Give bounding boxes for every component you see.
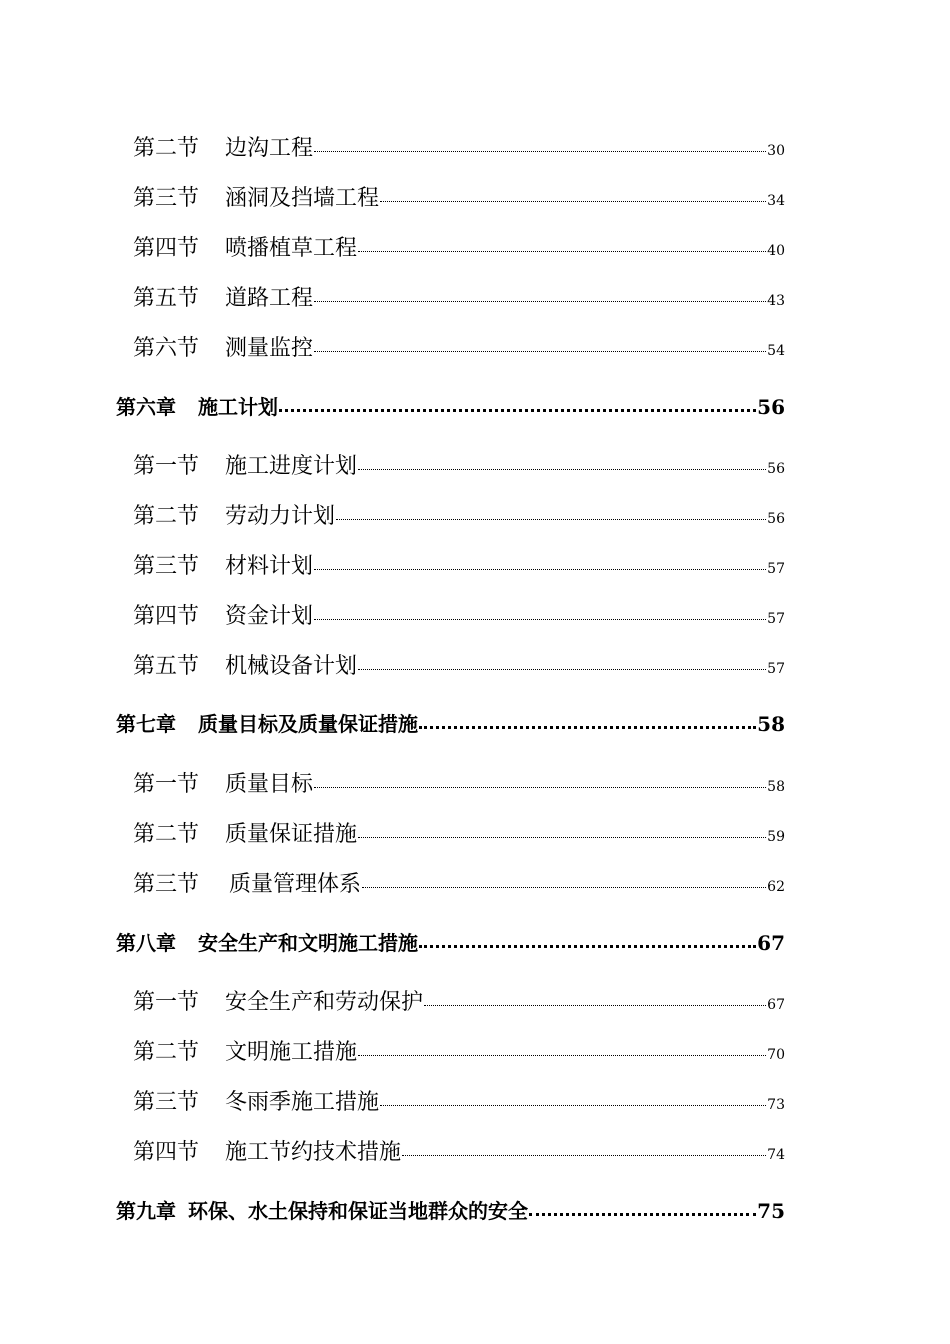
toc-entry-section[interactable]: [133, 231, 785, 262]
toc-entry-title: 材料计划: [225, 554, 314, 579]
toc-entry-number: 第二节: [133, 136, 200, 161]
toc-entry-number: 第八章: [116, 931, 176, 955]
toc-entry-page: 58: [757, 712, 785, 736]
dot-leader: [380, 1105, 766, 1106]
toc-entry-title: 喷播植草工程: [225, 236, 358, 261]
toc-entry-page: 56: [767, 461, 785, 477]
toc-entry-number: 第七章: [116, 712, 176, 736]
dot-leader: [358, 669, 766, 670]
toc-entry-page: 34: [767, 193, 785, 209]
toc-entry-number: 第一节: [133, 990, 200, 1015]
toc-entry-section[interactable]: [133, 281, 785, 312]
toc-entry-page: 57: [767, 561, 785, 577]
toc-entry-number: 第五节: [133, 654, 200, 679]
toc-entry-page: 57: [767, 661, 785, 677]
toc-entry-page: 30: [767, 143, 785, 159]
dot-leader: [419, 945, 756, 948]
toc-entry-section[interactable]: [133, 131, 785, 162]
toc-entry-page: 57: [767, 611, 785, 627]
toc-entry-number: 第一节: [133, 772, 200, 797]
toc-entry-number: 第四节: [133, 236, 200, 261]
toc-entry-number: 第三节: [133, 554, 200, 579]
toc-entry-page: 70: [767, 1047, 785, 1063]
toc-entry-page: 56: [767, 511, 785, 527]
toc-entry-section[interactable]: [133, 985, 785, 1016]
toc-entry-section[interactable]: [133, 1135, 785, 1166]
toc-entry-title: 安全生产和文明施工措施: [198, 931, 418, 955]
dot-leader: [358, 837, 766, 838]
toc-entry-title: 施工进度计划: [225, 454, 358, 479]
toc-entry-number: 第五节: [133, 286, 200, 311]
toc-entry-section[interactable]: [133, 867, 785, 898]
toc-entry-title: 边沟工程: [225, 136, 314, 161]
toc-entry-title: 质量保证措施: [225, 822, 358, 847]
toc-entry-number: 第六节: [133, 336, 200, 361]
toc-entry-number: 第二节: [133, 1040, 200, 1065]
dot-leader: [402, 1155, 766, 1156]
toc-entry-number: 第三节: [133, 872, 200, 897]
dot-leader: [529, 1213, 756, 1216]
toc-entry-page: 58: [767, 779, 785, 795]
toc-entry-title: 施工计划: [198, 395, 278, 419]
dot-leader: [424, 1005, 766, 1006]
dot-leader: [380, 201, 766, 202]
toc-entry-section[interactable]: [133, 549, 785, 580]
toc-entry-page: 67: [757, 931, 785, 955]
toc-entry-section[interactable]: [133, 499, 785, 530]
toc-entry-title: 施工节约技术措施: [225, 1140, 402, 1165]
dot-leader: [336, 519, 766, 520]
toc-entry-section[interactable]: [133, 181, 785, 212]
toc-entry-title: 文明施工措施: [225, 1040, 358, 1065]
toc-entry-chapter[interactable]: [116, 1195, 785, 1224]
dot-leader: [358, 469, 766, 470]
toc-entry-title: 质量目标: [225, 772, 314, 797]
dot-leader: [419, 726, 756, 729]
dot-leader: [314, 787, 766, 788]
toc-entry-chapter[interactable]: [116, 391, 785, 420]
toc-entry-chapter[interactable]: [116, 927, 785, 956]
toc-entry-section[interactable]: [133, 449, 785, 480]
toc-entry-title: 道路工程: [225, 286, 314, 311]
toc-entry-page: 40: [767, 243, 785, 259]
toc-entry-section[interactable]: [133, 599, 785, 630]
toc-entry-title: 冬雨季施工措施: [225, 1090, 380, 1115]
toc-entry-title: 涵洞及挡墙工程: [225, 186, 380, 211]
toc-entry-section[interactable]: [133, 649, 785, 680]
toc-entry-section[interactable]: [133, 1085, 785, 1116]
dot-leader: [358, 1055, 766, 1056]
dot-leader: [358, 251, 766, 252]
toc-entry-page: 56: [757, 395, 785, 419]
toc-entry-number: 第一节: [133, 454, 200, 479]
dot-leader: [314, 301, 766, 302]
toc-entry-number: 第三节: [133, 186, 200, 211]
toc-entry-number: 第二节: [133, 504, 200, 529]
toc-entry-title: 质量目标及质量保证措施: [198, 712, 418, 736]
toc-entry-number: 第九章: [116, 1199, 176, 1223]
dot-leader: [314, 569, 766, 570]
toc-entry-page: 54: [767, 343, 785, 359]
toc-entry-page: 73: [767, 1097, 785, 1113]
dot-leader: [314, 151, 766, 152]
toc-entry-title: 环保、水土保持和保证当地群众的安全: [188, 1199, 528, 1223]
toc-entry-number: 第二节: [133, 822, 200, 847]
toc-entry-section[interactable]: [133, 331, 785, 362]
toc-entry-title: 资金计划: [225, 604, 314, 629]
toc-entry-section[interactable]: [133, 817, 785, 848]
toc-entry-page: 67: [767, 997, 785, 1013]
toc-entry-title: 测量监控: [225, 336, 314, 361]
toc-entry-title: 劳动力计划: [225, 504, 336, 529]
toc-entry-page: 62: [767, 879, 785, 895]
toc-entry-page: 75: [757, 1199, 785, 1223]
toc-entry-page: 74: [767, 1147, 785, 1163]
toc-entry-number: 第四节: [133, 604, 200, 629]
toc-entry-section[interactable]: [133, 767, 785, 798]
toc-entry-section[interactable]: [133, 1035, 785, 1066]
toc-entry-title: 机械设备计划: [225, 654, 358, 679]
dot-leader: [362, 887, 766, 888]
dot-leader: [314, 619, 766, 620]
dot-leader: [314, 351, 766, 352]
toc-entry-title: 质量管理体系: [229, 872, 362, 897]
toc-entry-page: 59: [767, 829, 785, 845]
dot-leader: [279, 409, 756, 412]
toc-entry-number: 第六章: [116, 395, 176, 419]
toc-entry-number: 第四节: [133, 1140, 200, 1165]
toc-entry-title: 安全生产和劳动保护: [225, 990, 424, 1015]
toc-entry-page: 43: [767, 293, 785, 309]
toc-entry-chapter[interactable]: [116, 708, 785, 737]
toc-entry-number: 第三节: [133, 1090, 200, 1115]
